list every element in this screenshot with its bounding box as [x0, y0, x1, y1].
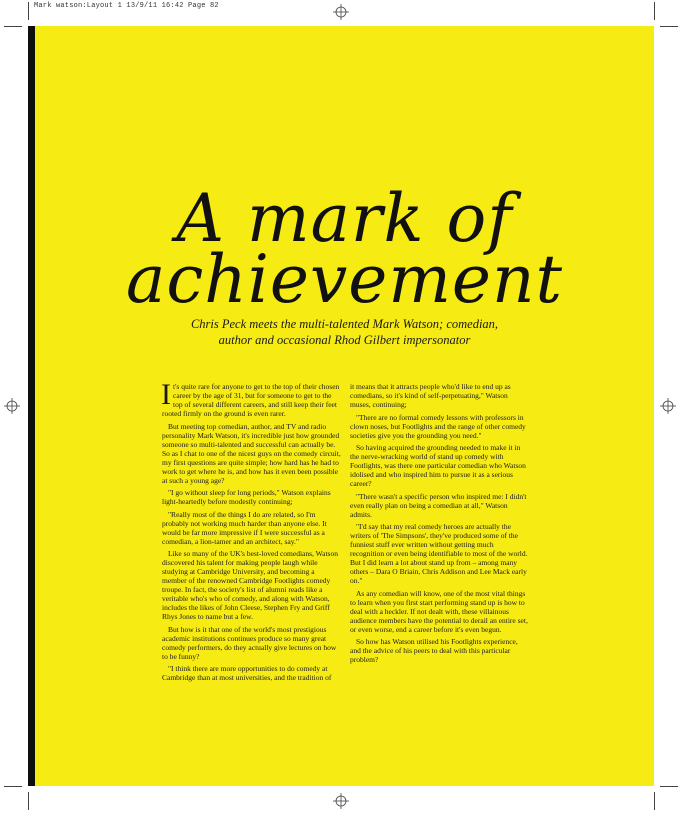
paragraph: It's quite rare for anyone to get to the top of their chosen career by the age of 31, but for someone to get to the top of several different careers, and still keep their feet rooted firmly on the ground is even rarer.	[161, 378, 340, 418]
drop-cap: I	[161, 378, 171, 411]
paragraph: "There are no formal comedy lessons with professors in clown noses, but Footlights and the range of other comedy societies give you the grounding you need."	[350, 412, 526, 440]
paragraph: "I think there are more opportunities to do comedy at Cambridge than at most universities, and the tradition of	[162, 664, 332, 682]
crop-mark-top-right-h	[660, 26, 678, 27]
crop-mark-top-right-v	[654, 2, 655, 20]
standfirst-line-1: Chris Peck meets the multi-talented Mark Watson; comedian,	[190, 317, 499, 331]
paragraph: it means that it attracts people who'd like to end up as comedians, so it's kind of self-perpetuating," Watson muses, continuing;	[350, 382, 511, 409]
crop-mark-top-left-v	[28, 2, 29, 20]
article-title-line-2: achievement	[125, 241, 563, 318]
paragraph: As any comedian will know, one of the most vital things to learn when you first start performing stand up is how to deal with a heckler. If not dealt with, these villainous audience members have the potential to derail an entire set, or even worse, end a career before it's even begun.	[350, 588, 528, 634]
crop-mark-bottom-right-v	[654, 792, 655, 810]
paragraph: But how is it that one of the world's most prestigious academic institutions continues produce so many great comedy performers, do they actually give lectures on how to be funny?	[162, 624, 337, 661]
paragraph: "There wasn't a specific person who inspired me: I didn't even really plan on being a comedian at all," Watson admits.	[350, 491, 527, 519]
registration-mark-top	[333, 4, 349, 20]
paragraph: "I'd say that my real comedy heroes are actually the writers of 'The Simpsons', they've produced some of the funniest stuff ever written without getting much recognition or even being identifiable to most of the world. But I did learn a lot about stand up from – among many others – Dara O Briain, Chris Addison and Lee Mack early on."	[350, 522, 528, 585]
paragraph: Like so many of the UK's best-loved comedians, Watson discovered his talent for making people laugh while studying at Cambridge University, and becoming a member of the renowned Cambridge Footlights comedy troupe. In fact, the society's list of alumni reads like a veritable who's who of comedy, and along with Watson, includes the likes of John Cleese, Stephen Fry and Griff Rhys Jones to name but a few.	[162, 549, 338, 621]
paragraph: But meeting top comedian, author, and TV and radio personality Mark Watson, it's incredible just how grounded someone so multi-talented and successful can actually be. So as I chat to one of the nicest guys on the comedy circuit, my first questions are quite simple; how hard has he had to work to get where he is, and how has it even been possible at such a young age?	[162, 421, 341, 485]
magazine-page	[35, 26, 654, 786]
paragraph: So having acquired the grounding needed to make it in the nerve-wracking world of stand up comedy with Footlights, was there one particular comedian who Watson idolised and who inspired him to pursue it as a serious career?	[350, 443, 526, 488]
crop-mark-top-left-h	[4, 26, 22, 27]
article-column-1	[161, 378, 341, 686]
article-title-line-1: A mark of	[176, 180, 513, 257]
left-black-bar	[28, 26, 35, 786]
registration-mark-right	[660, 398, 676, 414]
registration-mark-left	[4, 398, 20, 414]
paragraph: "I go without sleep for long periods," Watson explains light-heartedly before modestly continuing;	[162, 488, 331, 506]
crop-mark-bottom-left-v	[28, 792, 29, 810]
standfirst-line-2: author and occasional Rhod Gilbert impersonator	[218, 333, 471, 347]
registration-mark-bottom	[333, 793, 349, 809]
crop-mark-bottom-left-h	[4, 786, 22, 787]
crop-mark-bottom-right-h	[660, 786, 678, 787]
article-standfirst	[35, 316, 654, 348]
print-slug: Mark watson:Layout 1 13/9/11 16:42 Page 82	[34, 2, 219, 10]
paragraph: So how has Watson utilised his Footlights experience, and the advice of his peers to deal with this particular problem?	[350, 637, 518, 664]
paragraph: "Really most of the things I do are related, so I'm probably not working much harder than anyone else. It would be far more impressive if I were successful as a comedian, a lion-tamer and an architect, say."	[162, 509, 327, 546]
article-column-2	[350, 382, 529, 668]
